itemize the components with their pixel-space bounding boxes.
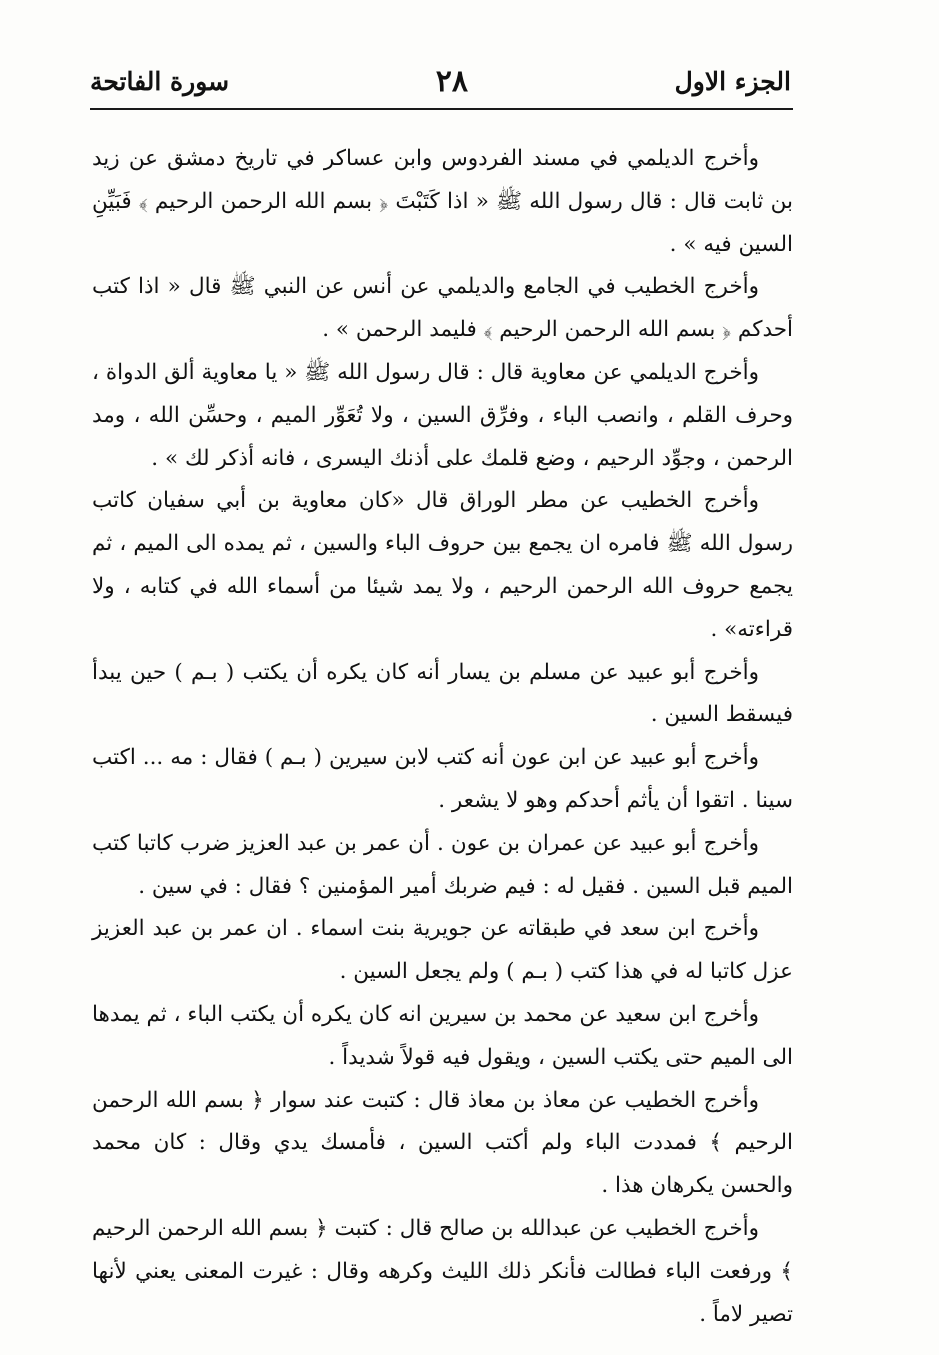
part-title: الجزء الاول [674,66,791,96]
paragraph-2: وأخرج الخطيب في الجامع والديلمي عن أنس عن النبي ﷺ قال « اذا كتب أحدكم ﴿ بسم الله الرحمن الرحيم ﴾ فليمد الرحمن » . [92,274,793,343]
page-number: ٢٨ [435,63,468,99]
paragraph-10: وأخرج الخطيب عن معاذ بن معاذ قال : كتبت عند سوار ﴿ بسم الله الرحمن الرحيم ﴾ فمددت الباء ولم أكتب السين ، فأمسك يدي وقال : كان محمد والحسن يكرهان هذا . [92,1087,793,1199]
paragraph-6: وأخرج أبو عبيد عن ابن عون أنه كتب لابن سيرين ( بـم ) فقال : مه ... اكتب سينا . اتقوا أن يأثم أحدكم وهو لا يشعر . [92,745,793,813]
paragraph-4: وأخرج الخطيب عن مطر الوراق قال «كان معاوية بن أبي سفيان كاتب رسول الله ﷺ فامره ان يجمع بين حروف الباء والسين ، ثم يمده الى الميم ، ثم يجمع حروف الله الرحمن الرحيم ، ولا يمد شيئا من أسماء الله في كتابه ، ولا قراءته» . [92,488,793,642]
paragraph-3: وأخرج الديلمي عن معاوية قال : قال رسول الله ﷺ « يا معاوية ألق الدواة ، وحرف القلم ، وانصب الباء ، وفرِّق السين ، ولا تُعَوِّر الميم ، وحسِّن الله ، ومد الرحمن ، وجوِّد الرحيم ، وضع قلمك على أذنك اليسرى ، فانه أذكر لك » . [92,359,793,471]
paragraph-9: وأخرج ابن سعيد عن محمد بن سيرين انه كان يكره أن يكتب الباء ، ثم يمدها الى الميم حتى يكتب السين ، ويقول فيه قولاً شديداً . [92,1001,793,1070]
paragraph-8: وأخرج ابن سعد في طبقاته عن جويرية بنت اسماء . ان عمر بن عبد العزيز عزل كاتبا له في هذا كتب ( بـم ) ولم يجعل السين . [92,916,793,985]
body-text [92,138,793,1336]
paragraph-5: وأخرج أبو عبيد عن مسلم بن يسار أنه كان يكره أن يكتب ( بـم ) حين يبدأ فيسقط السين . [92,659,793,728]
header-divider [90,108,793,110]
running-header [90,58,791,104]
paragraph-11: وأخرج الخطيب عن عبدالله بن صالح قال : كتبت ﴿ بسم الله الرحمن الرحيم ﴾ ورفعت الباء فطالت فأنكر ذلك الليث وكرهه وقال : غيرت المعنى يعني لأنها تصير لاماً . [92,1215,793,1327]
surah-title: سورة الفاتحة [90,66,230,96]
paragraph-1: وأخرج الديلمي في مسند الفردوس وابن عساكر في تاريخ دمشق عن زيد بن ثابت قال : قال رسول الله ﷺ « اذا كَتَبْتَ ﴿ بسم الله الرحمن الرحيم ﴾ فَبَيِّنِ السين فيه » . [92,146,793,257]
paragraph-7: وأخرج أبو عبيد عن عمران بن عون . أن عمر بن عبد العزيز ضرب كاتبا كتب الميم قبل السين . فقيل له : فيم ضربك أمير المؤمنين ؟ فقال : في سين . [92,830,793,899]
